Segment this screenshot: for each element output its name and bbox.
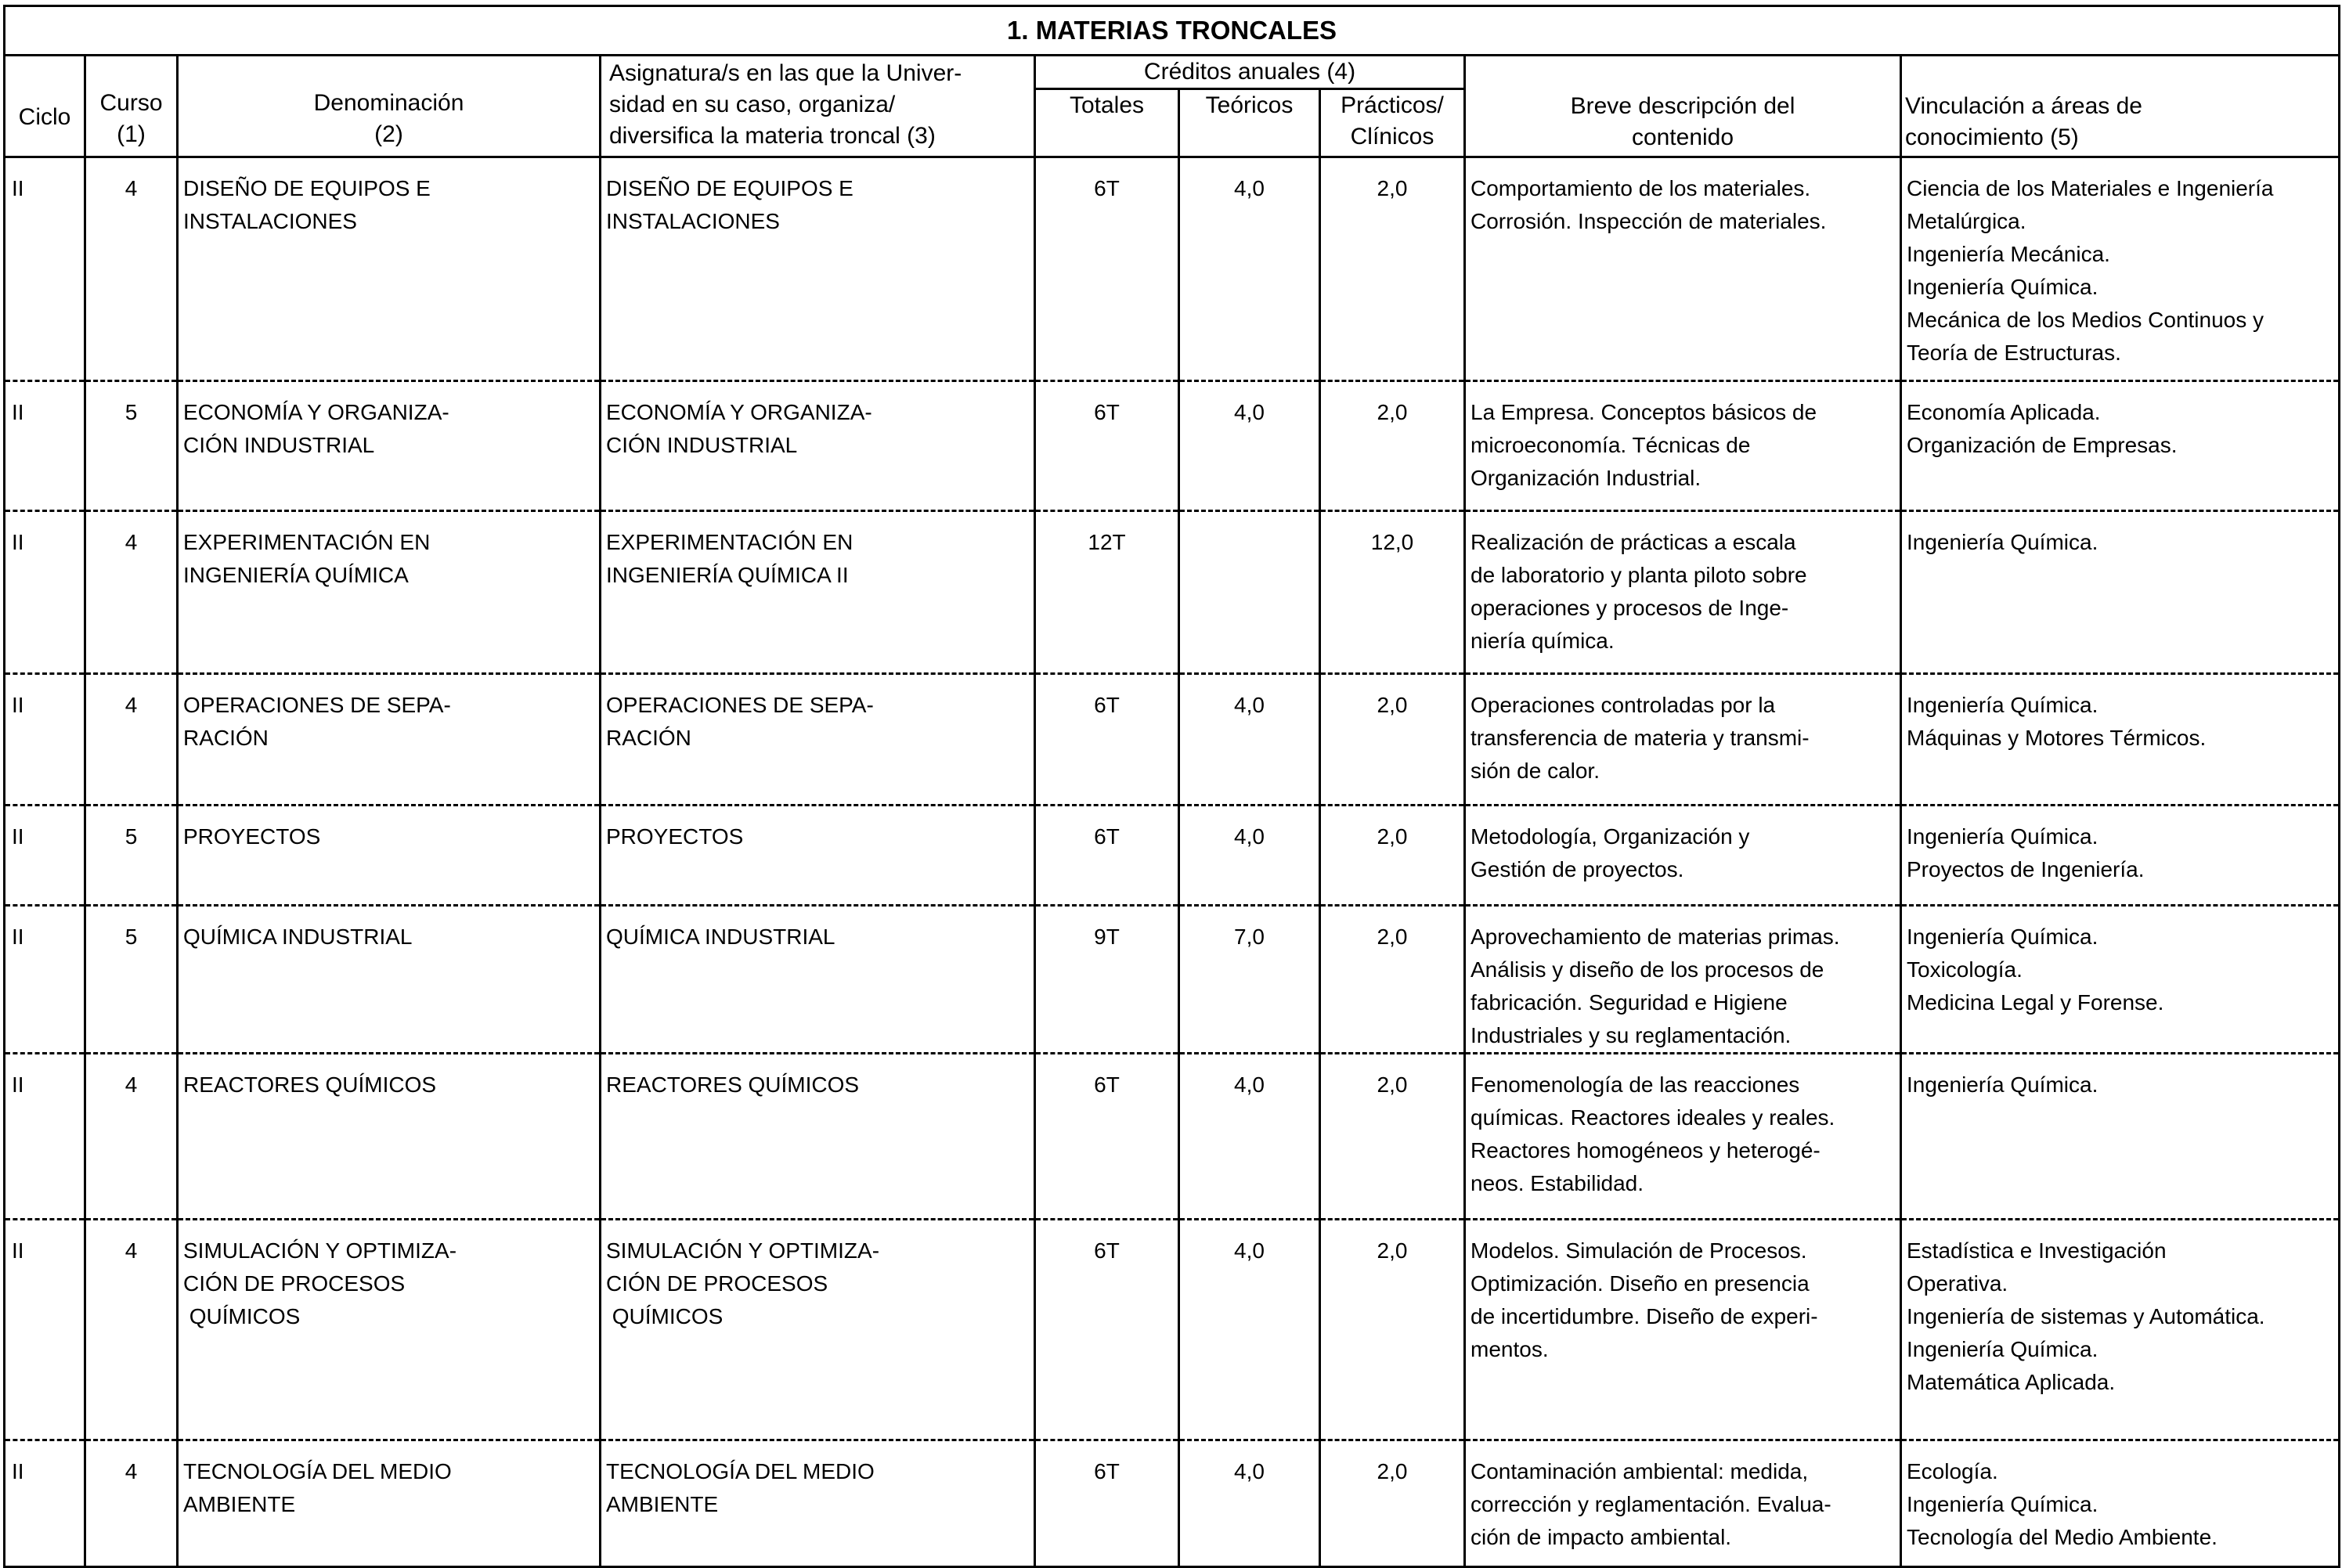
cell-asignatura-line: INSTALACIONES — [606, 209, 780, 233]
cell-practicos: 2,0 — [1320, 1220, 1465, 1440]
cell-descripcion-line: Realización de prácticas a escala — [1471, 530, 1796, 554]
cell-vinculacion-line: Ingeniería Química. — [1907, 530, 2098, 554]
cell-asignatura-line: TECNOLOGÍA DEL MEDIO — [606, 1459, 875, 1483]
cell-practicos: 2,0 — [1320, 806, 1465, 906]
cell-curso: 5 — [85, 381, 178, 511]
cell-vinculacion-line: Ingeniería Química. — [1907, 824, 2098, 849]
cell-asignatura — [601, 1220, 1035, 1440]
cell-denominacion — [178, 157, 601, 381]
cell-descripcion-line: Industriales y su reglamentación. — [1471, 1023, 1792, 1047]
cell-denominacion — [178, 381, 601, 511]
cell-denominacion-line: AMBIENTE — [183, 1492, 296, 1516]
header-denominacion-line1: Denominación — [313, 90, 464, 116]
cell-descripcion — [1465, 674, 1901, 806]
table-row — [5, 157, 2340, 381]
cell-descripcion — [1465, 1440, 1901, 1567]
materias-troncales-table — [3, 5, 2340, 1568]
cell-vinculacion-line: Operativa. — [1907, 1271, 2008, 1296]
cell-totales: 6T — [1035, 674, 1179, 806]
cell-vinculacion-line: Ingeniería Química. — [1907, 1337, 2098, 1361]
table-row — [5, 511, 2340, 674]
cell-practicos: 2,0 — [1320, 674, 1465, 806]
cell-descripcion-line: Aprovechamiento de materias primas. — [1471, 925, 1840, 949]
cell-teoricos: 4,0 — [1179, 1220, 1320, 1440]
cell-descripcion-line: químicas. Reactores ideales y reales. — [1471, 1105, 1835, 1130]
header-descripcion — [1465, 56, 1901, 157]
cell-asignatura — [601, 1440, 1035, 1567]
cell-teoricos: 4,0 — [1179, 381, 1320, 511]
cell-descripcion-line: microeconomía. Técnicas de — [1471, 433, 1751, 457]
cell-vinculacion-line: Teoría de Estructuras. — [1907, 341, 2121, 365]
cell-denominacion — [178, 1440, 601, 1567]
cell-vinculacion-line: Ingeniería Química. — [1907, 693, 2098, 717]
cell-teoricos: 4,0 — [1179, 674, 1320, 806]
cell-descripcion-line: Modelos. Simulación de Procesos. — [1471, 1238, 1807, 1263]
cell-descripcion-line: Reactores homogéneos y heterogé- — [1471, 1138, 1821, 1162]
cell-vinculacion-line: Economía Aplicada. — [1907, 400, 2101, 424]
cell-ciclo: II — [5, 906, 85, 1054]
table-row — [5, 381, 2340, 511]
cell-descripcion-line: La Empresa. Conceptos básicos de — [1471, 400, 1817, 424]
table-row — [5, 1440, 2340, 1567]
cell-vinculacion-line: Máquinas y Motores Térmicos. — [1907, 726, 2207, 750]
cell-totales: 9T — [1035, 906, 1179, 1054]
cell-descripcion-line: Gestión de proyectos. — [1471, 857, 1684, 881]
cell-totales: 6T — [1035, 1440, 1179, 1567]
cell-vinculacion-line: Estadística e Investigación — [1907, 1238, 2167, 1263]
cell-curso: 4 — [85, 1440, 178, 1567]
table-row — [5, 906, 2340, 1054]
cell-vinculacion — [1901, 674, 2340, 806]
cell-teoricos: 4,0 — [1179, 806, 1320, 906]
cell-asignatura-line: CIÓN DE PROCESOS — [606, 1271, 828, 1296]
cell-totales: 6T — [1035, 1054, 1179, 1220]
header-teoricos: Teóricos — [1179, 89, 1320, 157]
cell-descripcion-line: Análisis y diseño de los procesos de — [1471, 957, 1824, 982]
cell-descripcion-line: Comportamiento de los materiales. — [1471, 176, 1811, 200]
cell-asignatura — [601, 674, 1035, 806]
cell-descripcion-line: Corrosión. Inspección de materiales. — [1471, 209, 1827, 233]
cell-denominacion-line: INGENIERÍA QUÍMICA — [183, 563, 409, 587]
header-vinculacion-line1: Vinculación a áreas de — [1905, 93, 2142, 119]
cell-curso: 5 — [85, 906, 178, 1054]
cell-denominacion — [178, 511, 601, 674]
cell-asignatura-line: OPERACIONES DE SEPA- — [606, 693, 874, 717]
header-curso-line1: Curso — [99, 90, 163, 116]
cell-practicos: 12,0 — [1320, 511, 1465, 674]
cell-denominacion-line: EXPERIMENTACIÓN EN — [183, 530, 431, 554]
table-title: 1. MATERIAS TRONCALES — [5, 6, 2340, 56]
cell-ciclo: II — [5, 157, 85, 381]
header-vinculacion-line2: conocimiento (5) — [1905, 124, 2079, 150]
cell-denominacion-line: ECONOMÍA Y ORGANIZA- — [183, 400, 449, 424]
cell-vinculacion — [1901, 806, 2340, 906]
cell-descripcion-line: operaciones y procesos de Inge- — [1471, 596, 1789, 620]
cell-descripcion-line: sión de calor. — [1471, 759, 1600, 783]
header-denominacion-line2: (2) — [374, 121, 403, 147]
cell-asignatura — [601, 157, 1035, 381]
cell-descripcion-line: Operaciones controladas por la — [1471, 693, 1776, 717]
cell-totales: 6T — [1035, 806, 1179, 906]
cell-curso: 4 — [85, 1220, 178, 1440]
cell-descripcion-line: Metodología, Organización y — [1471, 824, 1750, 849]
cell-descripcion-line: transferencia de materia y transmi- — [1471, 726, 1810, 750]
cell-asignatura-line: ECONOMÍA Y ORGANIZA- — [606, 400, 872, 424]
cell-descripcion — [1465, 1054, 1901, 1220]
header-practicos-line1: Prácticos/ — [1341, 92, 1444, 118]
cell-teoricos: 4,0 — [1179, 1054, 1320, 1220]
cell-teoricos: 7,0 — [1179, 906, 1320, 1054]
cell-asignatura-line: PROYECTOS — [606, 824, 744, 849]
cell-descripcion-line: Optimización. Diseño en presencia — [1471, 1271, 1810, 1296]
cell-curso: 4 — [85, 157, 178, 381]
table-row — [5, 1054, 2340, 1220]
cell-vinculacion-line: Ingeniería Química. — [1907, 1072, 2098, 1097]
cell-ciclo: II — [5, 1220, 85, 1440]
cell-vinculacion-line: Medicina Legal y Forense. — [1907, 990, 2164, 1015]
cell-curso: 4 — [85, 674, 178, 806]
table-row — [5, 674, 2340, 806]
cell-vinculacion-line: Toxicología. — [1907, 957, 2023, 982]
cell-denominacion — [178, 806, 601, 906]
header-asignatura-line2: sidad en su caso, organiza/ — [609, 92, 896, 117]
cell-practicos: 2,0 — [1320, 906, 1465, 1054]
header-descripcion-line2: contenido — [1631, 124, 1734, 150]
cell-asignatura — [601, 381, 1035, 511]
cell-vinculacion-line: Ingeniería Química. — [1907, 925, 2098, 949]
cell-practicos: 2,0 — [1320, 157, 1465, 381]
cell-vinculacion-line: Matemática Aplicada. — [1907, 1370, 2116, 1394]
cell-practicos: 2,0 — [1320, 1440, 1465, 1567]
cell-asignatura-line: REACTORES QUÍMICOS — [606, 1072, 860, 1097]
cell-curso: 5 — [85, 806, 178, 906]
cell-denominacion-line: TECNOLOGÍA DEL MEDIO — [183, 1459, 452, 1483]
cell-asignatura-line: AMBIENTE — [606, 1492, 719, 1516]
cell-denominacion — [178, 1054, 601, 1220]
cell-descripcion — [1465, 1220, 1901, 1440]
cell-asignatura-line: QUÍMICA INDUSTRIAL — [606, 925, 835, 949]
cell-denominacion-line: SIMULACIÓN Y OPTIMIZA- — [183, 1238, 457, 1263]
header-creditos-anuales: Créditos anuales (4) — [1035, 56, 1465, 89]
cell-ciclo: II — [5, 511, 85, 674]
cell-ciclo: II — [5, 381, 85, 511]
cell-asignatura-line: CIÓN INDUSTRIAL — [606, 433, 798, 457]
cell-denominacion-line: DISEÑO DE EQUIPOS E — [183, 176, 431, 200]
header-asignatura-line1: Asignatura/s en las que la Univer- — [609, 60, 962, 86]
cell-teoricos: 4,0 — [1179, 1440, 1320, 1567]
cell-vinculacion-line: Ingeniería de sistemas y Automática. — [1907, 1304, 2265, 1328]
cell-vinculacion-line: Tecnología del Medio Ambiente. — [1907, 1525, 2218, 1549]
cell-ciclo: II — [5, 674, 85, 806]
table-row — [5, 806, 2340, 906]
cell-denominacion — [178, 674, 601, 806]
cell-vinculacion — [1901, 1440, 2340, 1567]
cell-descripcion-line: Fenomenología de las reacciones — [1471, 1072, 1800, 1097]
cell-descripcion-line: mentos. — [1471, 1337, 1549, 1361]
cell-vinculacion — [1901, 511, 2340, 674]
cell-teoricos — [1179, 511, 1320, 674]
cell-denominacion-line: QUÍMICOS — [183, 1304, 301, 1328]
cell-descripcion — [1465, 511, 1901, 674]
cell-vinculacion-line: Organización de Empresas. — [1907, 433, 2178, 457]
cell-denominacion-line: PROYECTOS — [183, 824, 321, 849]
cell-practicos: 2,0 — [1320, 381, 1465, 511]
cell-vinculacion — [1901, 1054, 2340, 1220]
header-vinculacion — [1901, 56, 2340, 157]
cell-vinculacion — [1901, 157, 2340, 381]
cell-denominacion-line: CIÓN INDUSTRIAL — [183, 433, 375, 457]
header-practicos — [1320, 89, 1465, 157]
header-curso-line2: (1) — [117, 121, 146, 147]
cell-vinculacion — [1901, 1220, 2340, 1440]
cell-vinculacion — [1901, 381, 2340, 511]
cell-curso: 4 — [85, 511, 178, 674]
cell-descripcion — [1465, 381, 1901, 511]
cell-vinculacion-line: Ecología. — [1907, 1459, 1998, 1483]
cell-vinculacion-line: Mecánica de los Medios Continuos y — [1907, 308, 2264, 332]
header-ciclo: Ciclo — [5, 56, 85, 157]
header-descripcion-line1: Breve descripción del — [1570, 93, 1795, 119]
header-denominacion — [178, 56, 601, 157]
cell-totales: 6T — [1035, 1220, 1179, 1440]
cell-totales: 12T — [1035, 511, 1179, 674]
cell-asignatura-line: SIMULACIÓN Y OPTIMIZA- — [606, 1238, 880, 1263]
cell-descripcion-line: neos. Estabilidad. — [1471, 1171, 1644, 1195]
cell-totales: 6T — [1035, 381, 1179, 511]
cell-asignatura-line: QUÍMICOS — [606, 1304, 724, 1328]
header-practicos-line2: Clínicos — [1350, 124, 1434, 150]
cell-denominacion — [178, 906, 601, 1054]
cell-descripcion-line: fabricación. Seguridad e Higiene — [1471, 990, 1788, 1015]
header-asignatura-line3: diversifica la materia troncal (3) — [609, 123, 936, 149]
cell-denominacion-line: OPERACIONES DE SEPA- — [183, 693, 451, 717]
cell-vinculacion-line: Ingeniería Química. — [1907, 275, 2098, 299]
cell-asignatura — [601, 511, 1035, 674]
cell-descripcion-line: Contaminación ambiental: medida, — [1471, 1459, 1809, 1483]
cell-asignatura — [601, 806, 1035, 906]
cell-descripcion — [1465, 906, 1901, 1054]
header-totales: Totales — [1035, 89, 1179, 157]
cell-descripcion-line: corrección y reglamentación. Evalua- — [1471, 1492, 1831, 1516]
cell-vinculacion-line: Proyectos de Ingeniería. — [1907, 857, 2145, 881]
table-row — [5, 1220, 2340, 1440]
cell-vinculacion-line: Metalúrgica. — [1907, 209, 2026, 233]
cell-vinculacion-line: Ciencia de los Materiales e Ingeniería — [1907, 176, 2274, 200]
cell-ciclo: II — [5, 806, 85, 906]
cell-vinculacion — [1901, 906, 2340, 1054]
cell-vinculacion-line: Ingeniería Química. — [1907, 1492, 2098, 1516]
cell-descripcion — [1465, 157, 1901, 381]
cell-descripcion — [1465, 806, 1901, 906]
cell-asignatura-line: EXPERIMENTACIÓN EN — [606, 530, 853, 554]
cell-descripcion-line: Organización Industrial. — [1471, 466, 1701, 490]
cell-asignatura-line: DISEÑO DE EQUIPOS E — [606, 176, 853, 200]
cell-descripcion-line: niería química. — [1471, 629, 1615, 653]
cell-denominacion-line: RACIÓN — [183, 726, 269, 750]
cell-descripcion-line: de laboratorio y planta piloto sobre — [1471, 563, 1807, 587]
cell-vinculacion-line: Ingeniería Mecánica. — [1907, 242, 2110, 266]
cell-teoricos: 4,0 — [1179, 157, 1320, 381]
header-asignatura — [601, 56, 1035, 157]
cell-ciclo: II — [5, 1440, 85, 1567]
cell-asignatura — [601, 906, 1035, 1054]
cell-practicos: 2,0 — [1320, 1054, 1465, 1220]
cell-denominacion — [178, 1220, 601, 1440]
cell-ciclo: II — [5, 1054, 85, 1220]
cell-denominacion-line: REACTORES QUÍMICOS — [183, 1072, 437, 1097]
cell-asignatura-line: RACIÓN — [606, 726, 691, 750]
cell-denominacion-line: INSTALACIONES — [183, 209, 357, 233]
cell-descripcion-line: de incertidumbre. Diseño de experi- — [1471, 1304, 1818, 1328]
cell-asignatura — [601, 1054, 1035, 1220]
cell-totales: 6T — [1035, 157, 1179, 381]
cell-denominacion-line: CIÓN DE PROCESOS — [183, 1271, 406, 1296]
cell-descripcion-line: ción de impacto ambiental. — [1471, 1525, 1732, 1549]
cell-curso: 4 — [85, 1054, 178, 1220]
cell-denominacion-line: QUÍMICA INDUSTRIAL — [183, 925, 413, 949]
cell-asignatura-line: INGENIERÍA QUÍMICA II — [606, 563, 849, 587]
header-curso — [85, 56, 178, 157]
